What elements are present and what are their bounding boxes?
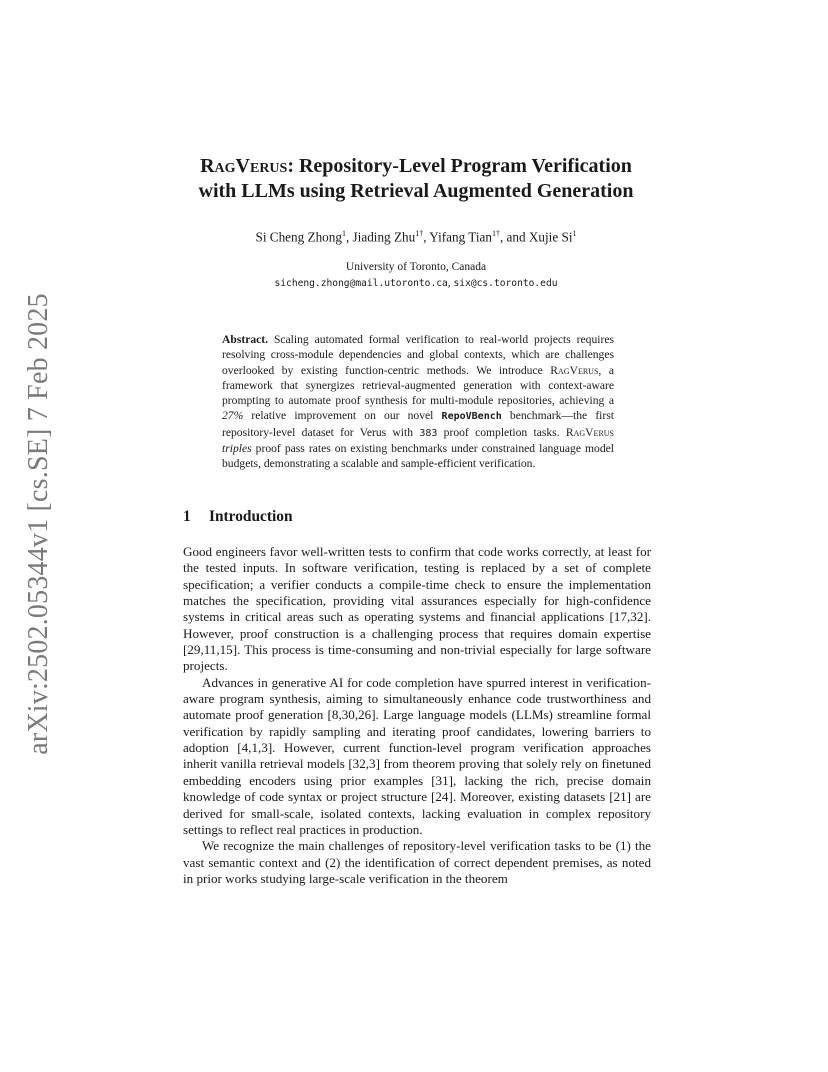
arxiv-identifier-text: arXiv:2502.05344v1 [cs.SE] 7 Feb 2025 <box>23 293 54 755</box>
abstract-label: Abstract. <box>222 333 269 346</box>
arxiv-identifier <box>18 293 60 755</box>
title-system-name: RagVerus <box>200 155 288 177</box>
paper-title <box>150 154 682 204</box>
author-list <box>150 229 682 245</box>
abstract-text: benchmark—the first repository-level dataset for Verus with <box>222 409 614 439</box>
paragraph: Advances in generative AI for code completion have spurred interest in verification-aware program synthesis, aiming to simultaneously enhance code trustworthiness and automate proof generation [8,30,26]. Large language models (LLMs) streamline formal verification by rapidly sampling and iterating proof candidates, lowering barriers to adoption [4,1,3]. However, current function-level program verification approaches inherit vanilla retrieval models [32,3] from theorem proving that solely rely on finetuned embedding encoders using prior examples [31], lacking the rich, precise domain knowledge of code syntax or project structure [24]. Moreover, existing datasets [21] are derived for small-scale, isolated contexts, lacking evaluation in complex repository settings to reflect real practices in production. <box>183 674 651 837</box>
author-affiliation-mark: 1† <box>415 229 424 238</box>
abstract-text: proof completion tasks. <box>437 425 566 439</box>
author-email: sicheng.zhong@mail.utoronto.ca <box>274 278 448 289</box>
benchmark-name: RepoVBench <box>441 411 502 423</box>
author-name: Xujie Si <box>528 229 573 245</box>
section-number: 1 <box>183 508 191 525</box>
email-line <box>150 275 682 292</box>
affiliation: University of Toronto, Canada <box>345 261 487 273</box>
email-separator: , <box>447 277 454 289</box>
emphasis-triples: triples <box>222 441 252 455</box>
author-separator: , and <box>499 229 529 245</box>
introduction-body <box>183 544 651 887</box>
paragraph: We recognize the main challenges of repository-level verification tasks to be (1) the vast semantic context and (2) the identification of correct dependent premises, as noted in prior works studying large-scale verification in the theorem <box>183 838 651 886</box>
section-heading <box>183 508 653 526</box>
author-name: Yifang Tian <box>429 229 492 245</box>
author-affiliation-mark: 1† <box>491 229 500 238</box>
title-line-1-rest: : Repository-Level Program Verification <box>287 155 632 177</box>
title-line-2: with LLMs using Retrieval Augmented Generation <box>198 180 634 202</box>
affiliation-block <box>150 259 682 292</box>
abstract-text: relative improvement on our novel <box>243 409 442 423</box>
author-affiliation-mark: 1 <box>572 229 577 238</box>
system-name: RagVerus <box>565 425 615 439</box>
task-count: 383 <box>419 427 438 439</box>
abstract-text: Scaling automated formal verification to real-world projects requires resolving cross-module dependencies and global contexts, which are challenges overlooked by existing function-centric methods. We introduce <box>222 333 614 377</box>
author-name: Jiading Zhu <box>352 229 416 245</box>
abstract <box>222 332 614 471</box>
paragraph: Good engineers favor well-written tests to confirm that code works correctly, at least for the tested inputs. In software verification, testing is replaced by a set of complete specification; a verifier conducts a compile-time check to ensure the implementation matches the specification, providing vital assurances especially for high-confidence systems in critical areas such as operating systems and financial applications [17,32]. However, proof construction is a challenging process that requires domain expertise [29,11,15]. This process is time-consuming and non-trivial especially for large software projects. <box>183 544 651 674</box>
improvement-figure: 27% <box>222 409 244 423</box>
author-name: Si Cheng Zhong <box>255 229 342 245</box>
system-name: RagVerus <box>550 363 599 377</box>
abstract-text: , a framework that synergizes retrieval-augmented generation with context-aware prompting to automate proof synthesis for multi-module repositories, achieving a <box>222 363 615 407</box>
author-email: six@cs.toronto.edu <box>453 278 558 289</box>
abstract-text: proof pass rates on existing benchmarks under constrained language model budgets, demonstrating a scalable and sample-efficient verification. <box>222 441 614 470</box>
author-separator: , <box>345 229 353 245</box>
author-affiliation-mark: 1 <box>341 229 346 238</box>
section-title: Introduction <box>209 508 293 525</box>
author-separator: , <box>423 229 430 245</box>
